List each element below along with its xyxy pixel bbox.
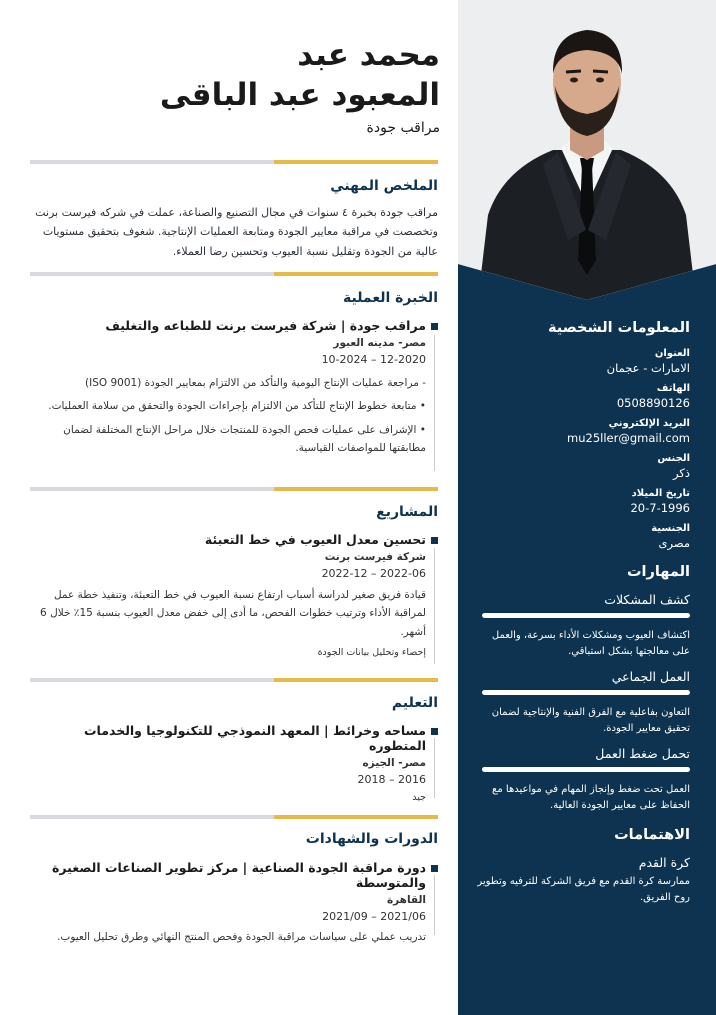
course-location: القاهرة [386, 894, 426, 906]
education-grade: جيد [412, 792, 426, 803]
skill-level-bar [482, 613, 690, 618]
section-divider [30, 678, 438, 682]
name-line-1: محمد عبد [297, 37, 440, 73]
skill-level-bar [482, 767, 690, 772]
section-divider [30, 272, 438, 276]
section-divider [30, 815, 438, 819]
project-entry [28, 532, 438, 658]
project-dates: 2022-06 – 2022-12 [321, 567, 426, 580]
skill-level-bar [482, 690, 690, 695]
timeline-marker [431, 865, 438, 872]
experience-bullet: - مراجعة عمليات الإنتاج اليومية والتأكد من الالتزام بمعايير الجودة (ISO 9001) [85, 377, 426, 389]
course-description: تدريب عملي على سياسات مراقبة الجودة وفحص المنتج النهائي وطرق تحليل العيوب. [57, 931, 426, 943]
candidate-name [140, 36, 440, 115]
education-heading: التعليم [391, 695, 438, 711]
experience-title: مراقب جودة | شركة فيرست برنت للطباعه والتغليف [28, 318, 438, 333]
section-divider [30, 160, 438, 164]
info-phone: الهاتف 0508890126 [616, 383, 690, 410]
project-skills: إحصاء وتحليل بيانات الجودة [317, 647, 426, 659]
info-gender: الجنس ذكر [657, 453, 690, 480]
skill-item: كشف المشكلات اكتشاف العيوب ومشكلات الأداء بسرعة، والعمل على معالجتها بشكل استباقي. [474, 592, 690, 659]
name-line-2: المعبود عبد الباقى [159, 76, 440, 113]
section-divider [30, 487, 438, 491]
timeline-marker [431, 728, 438, 735]
info-nationality: الجنسية مصرى [651, 523, 690, 550]
timeline-marker [431, 537, 438, 544]
info-address: العنوان الامارات - عجمان [606, 348, 690, 375]
job-title: مراقب جودة [366, 120, 440, 136]
project-title: تحسين معدل العيوب في خط التعبئة [28, 532, 438, 547]
education-title: مساحه وخرائط | المعهد النموذجي للتكنولوجيا والخدمات المتطوره [28, 723, 438, 753]
info-birthdate: تاريخ الميلاد 20-7-1996 [630, 488, 690, 515]
interest-name: كرة القدم [638, 855, 690, 870]
sidebar-content [458, 320, 716, 915]
courses-heading: الدورات والشهادات [305, 831, 438, 847]
timeline-marker [431, 323, 438, 330]
personal-info-heading: المعلومات الشخصية [548, 320, 690, 336]
interest-description: ممارسة كرة القدم مع فريق الشركة للترفيه وتطوير روح الفريق. [477, 876, 690, 903]
experience-bullet: • متابعة خطوط الإنتاج للتأكد من الالتزام بإجراءات الجودة والتحقق من سلامة العمليات. [48, 400, 426, 413]
course-dates: 2021/06 – 2021/09 [322, 910, 426, 923]
skills-heading: المهارات [626, 564, 690, 580]
summary-heading: الملخص المهني [330, 178, 438, 194]
experience-dates: 12-2020 – 10-2024 [321, 353, 426, 366]
project-company: شركة فيرست برنت [324, 551, 426, 563]
education-location: مصر- الجيزه [362, 757, 426, 769]
summary-text: مراقب جودة بخبرة ٤ سنوات في مجال التصنيع والصناعة، عملت في شركه فيرست برنت وتخصصت في مراقبة معايير الجودة ومتابعة العمليات الإنتاجية. شغوف بتحقيق مستويات عالية من الجودة وتقليل نسبة العيوب وتحسين رضا العملاء. [35, 206, 438, 258]
interests-heading: الاهتمامات [614, 827, 690, 843]
skill-item: تحمل ضغط العمل العمل تحت ضغط وإنجاز المهام في مواعيدها مع الحفاظ على معايير الجودة العالية. [474, 746, 690, 813]
course-entry [28, 860, 438, 946]
education-entry [28, 723, 438, 803]
experience-bullet: • الإشراف على عمليات فحص الجودة للمنتجات خلال مراحل الإنتاج المختلفة لضمان مطابقتها للمواصفات القياسية. [63, 423, 426, 455]
project-description: قيادة فريق صغير لدراسة أسباب ارتفاع نسبة العيوب في خط التعبئة، وتنفيذ خطة عمل لمراقبة الأداء وترتيب خطوات الفحص، ما أدى إلى خفض معدل العيوب بنسبة 15٪ خلال 6 أشهر. [40, 589, 426, 638]
profile-photo [458, 0, 716, 300]
experience-entry [28, 318, 438, 458]
course-title: دورة مراقبة الجودة الصناعية | مركز تطوير الصناعات الصغيرة والمتوسطة [28, 860, 438, 890]
experience-heading: الخبرة العملية [343, 290, 438, 306]
skill-item: العمل الجماعي التعاون بفاعلية مع الفرق الفنية والإنتاجية لضمان تحقيق معايير الجودة. [474, 669, 690, 736]
education-dates: 2016 – 2018 [357, 773, 426, 786]
info-email: البريد الإلكتروني mu25ller@gmail.com [567, 418, 690, 445]
profile-photo-illustration [458, 0, 716, 300]
projects-heading: المشاريع [376, 504, 438, 520]
sidebar [458, 0, 716, 1015]
experience-location: مصر- مدينه العبور [333, 337, 426, 349]
